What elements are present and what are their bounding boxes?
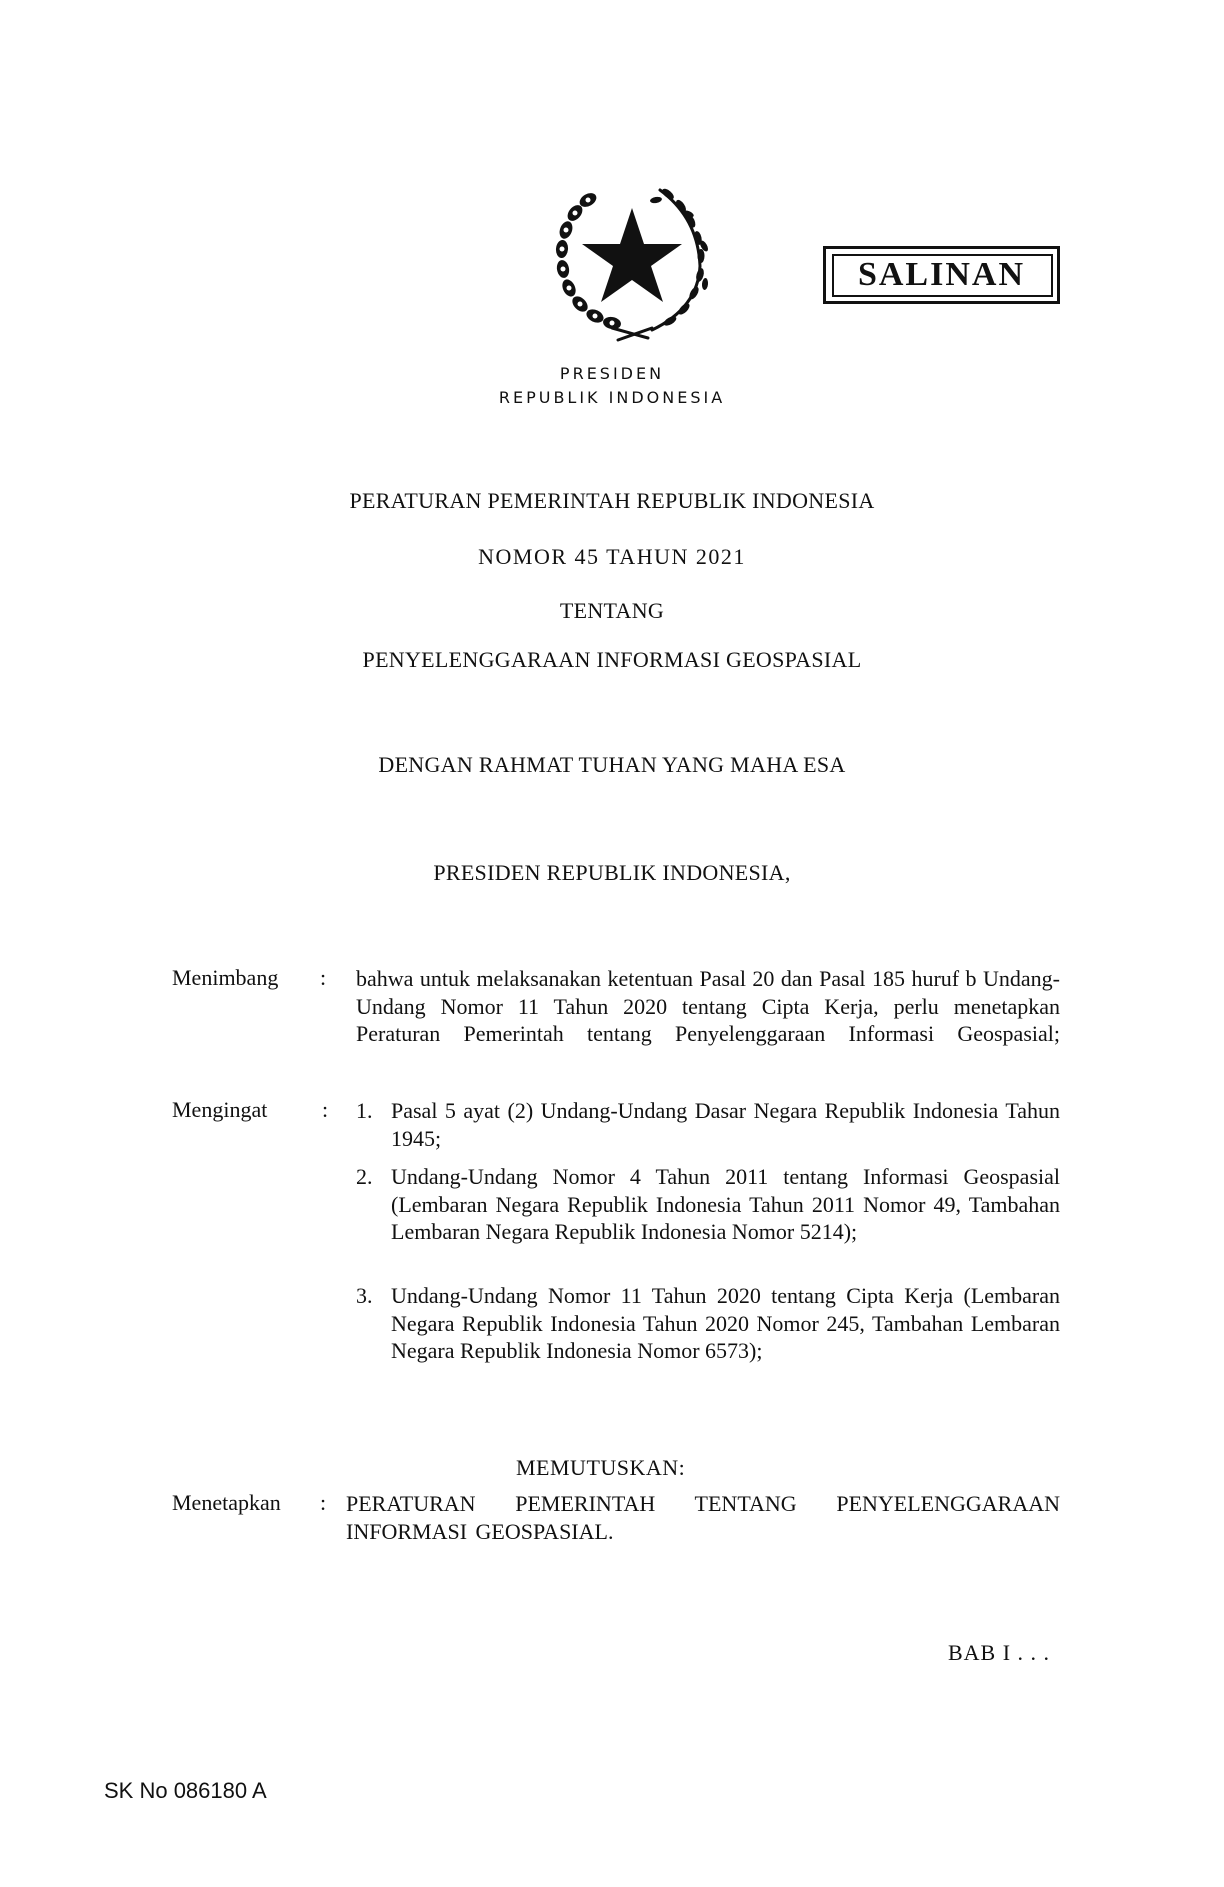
mengingat-item-3-text: Undang-Undang Nomor 11 Tahun 2020 tentang Cipta Kerja (Lembaran Negara Republik Indonesia Tahun 2020 Nomor 245, Tambahan Lembaran Negara Republik Indonesia Nomor 6573); [391, 1283, 1060, 1363]
next-page-marker: BAB I . . . [948, 1640, 1051, 1665]
issuer-presiden: PRESIDEN [559, 364, 665, 383]
mengingat-colon: : [322, 1097, 329, 1122]
salinan-stamp [823, 246, 1060, 304]
mengingat-item-1-text: Pasal 5 ayat (2) Undang-Undang Dasar Negara Republik Indonesia Tahun 1945; [391, 1098, 1060, 1151]
salinan-label: SALINAN [857, 256, 1026, 293]
sk-number: SK No 086180 A [104, 1778, 267, 1803]
menetapkan-colon: : [320, 1490, 327, 1515]
menimbang-text [356, 965, 1060, 1048]
menetapkan-label: Menetapkan [172, 1490, 281, 1515]
presidential-emblem [548, 178, 718, 348]
mengingat-label: Mengingat [172, 1097, 268, 1122]
memutuskan-label: MEMUTUSKAN: [516, 1455, 686, 1480]
regulation-title: PERATURAN PEMERINTAH REPUBLIK INDONESIA [349, 488, 875, 513]
issuer-republik: REPUBLIK INDONESIA [498, 388, 726, 407]
mengingat-item-2-text: Undang-Undang Nomor 4 Tahun 2011 tentang Informasi Geospasial (Lembaran Negara Republik Indonesia Tahun 2011 Nomor 49, Tambahan Lembaran Negara Republik Indonesia Nomor 5214); [391, 1164, 1060, 1244]
mengingat-item-2-number: 2. [356, 1164, 373, 1189]
mengingat-item-1-number: 1. [356, 1098, 373, 1123]
mengingat-item-3-number: 3. [356, 1283, 373, 1308]
enactor-line: PRESIDEN REPUBLIK INDONESIA, [433, 860, 791, 885]
regulation-number: NOMOR 45 TAHUN 2021 [478, 544, 746, 569]
menetapkan-text: PERATURAN PEMERINTAH TENTANG PENYELENGGARAAN INFORMASI GEOSPASIAL. [346, 1491, 1060, 1544]
menimbang-body: bahwa untuk melaksanakan ketentuan Pasal 20 dan Pasal 185 huruf b Undang-Undang Nomor 11 Tahun 2020 tentang Cipta Kerja, perlu menetapkan Peraturan Pemerintah tentang Penyelenggaraan Informasi Geospasial; [356, 966, 1060, 1046]
menimbang-label: Menimbang [172, 965, 279, 990]
regulation-about: TENTANG [559, 598, 665, 623]
menimbang-colon: : [320, 965, 327, 990]
invocation-line: DENGAN RAHMAT TUHAN YANG MAHA ESA [378, 752, 846, 777]
regulation-subject: PENYELENGGARAAN INFORMASI GEOSPASIAL [362, 647, 862, 672]
